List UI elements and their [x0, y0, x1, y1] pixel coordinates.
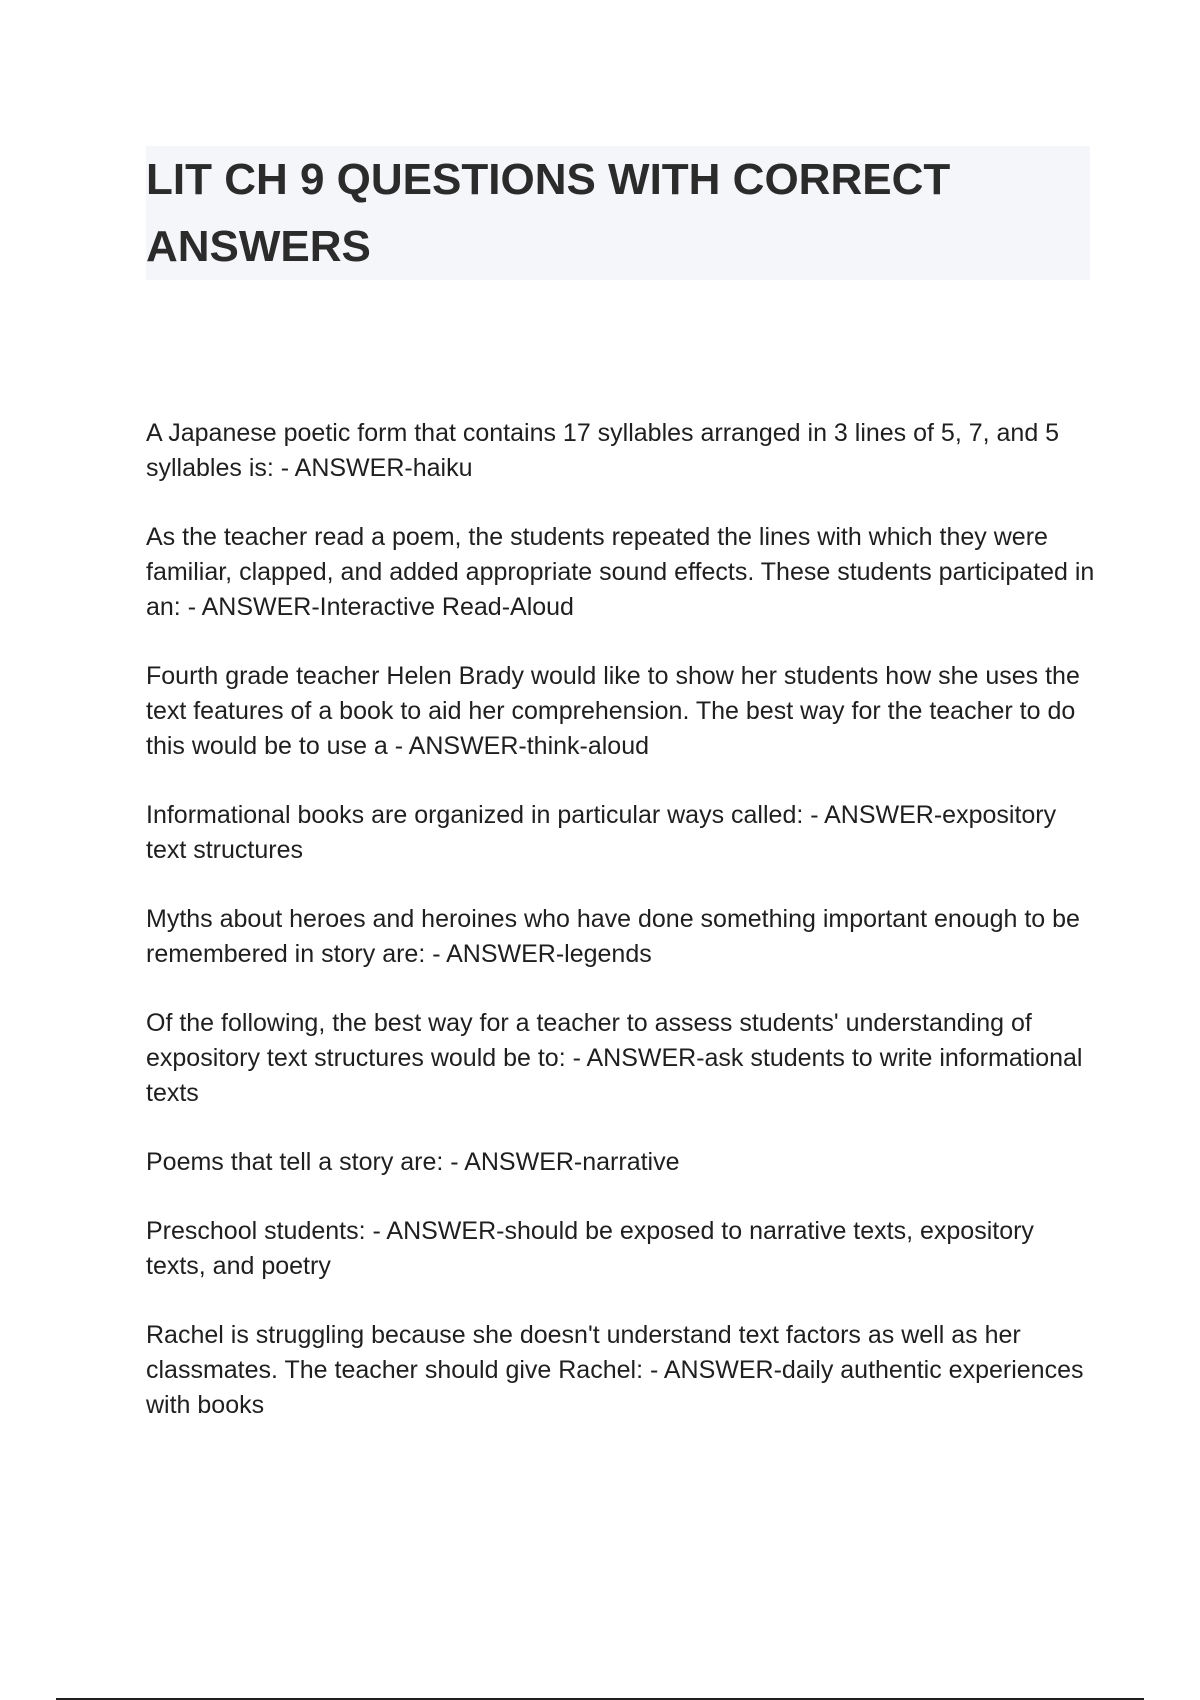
qa-list [146, 416, 1096, 1457]
qa-item: As the teacher read a poem, the students repeated the lines with which they were familiar, clapped, and added appropriate sound effects. These students participated in an: - ANSWER-Interactive Read-Aloud [146, 523, 1095, 621]
page-title: LIT CH 9 QUESTIONS WITH CORRECT ANSWERS [146, 155, 951, 271]
qa-item: Rachel is struggling because she doesn't understand text factors as well as her classmates. The teacher should give Rachel: - ANSWER-daily authentic experiences with books [146, 1321, 1084, 1419]
title-block [146, 146, 1090, 280]
qa-item: Informational books are organized in particular ways called: - ANSWER-expository text structures [146, 801, 1057, 864]
qa-item: Preschool students: - ANSWER-should be exposed to narrative texts, expository texts, and poetry [146, 1217, 1034, 1280]
qa-item: Fourth grade teacher Helen Brady would like to show her students how she uses the text features of a book to aid her comprehension. The best way for the teacher to do this would be to use a - ANSWER-think-aloud [146, 662, 1080, 760]
qa-item: A Japanese poetic form that contains 17 syllables arranged in 3 lines of 5, 7, and 5 syllables is: - ANSWER-haiku [146, 419, 1060, 482]
qa-item: Myths about heroes and heroines who have done something important enough to be remembered in story are: - ANSWER-legends [146, 905, 1080, 968]
qa-item: Of the following, the best way for a teacher to assess students' understanding of expository text structures would be to: - ANSWER-ask students to write informational texts [146, 1009, 1083, 1107]
qa-item: Poems that tell a story are: - ANSWER-narrative [146, 1148, 680, 1176]
